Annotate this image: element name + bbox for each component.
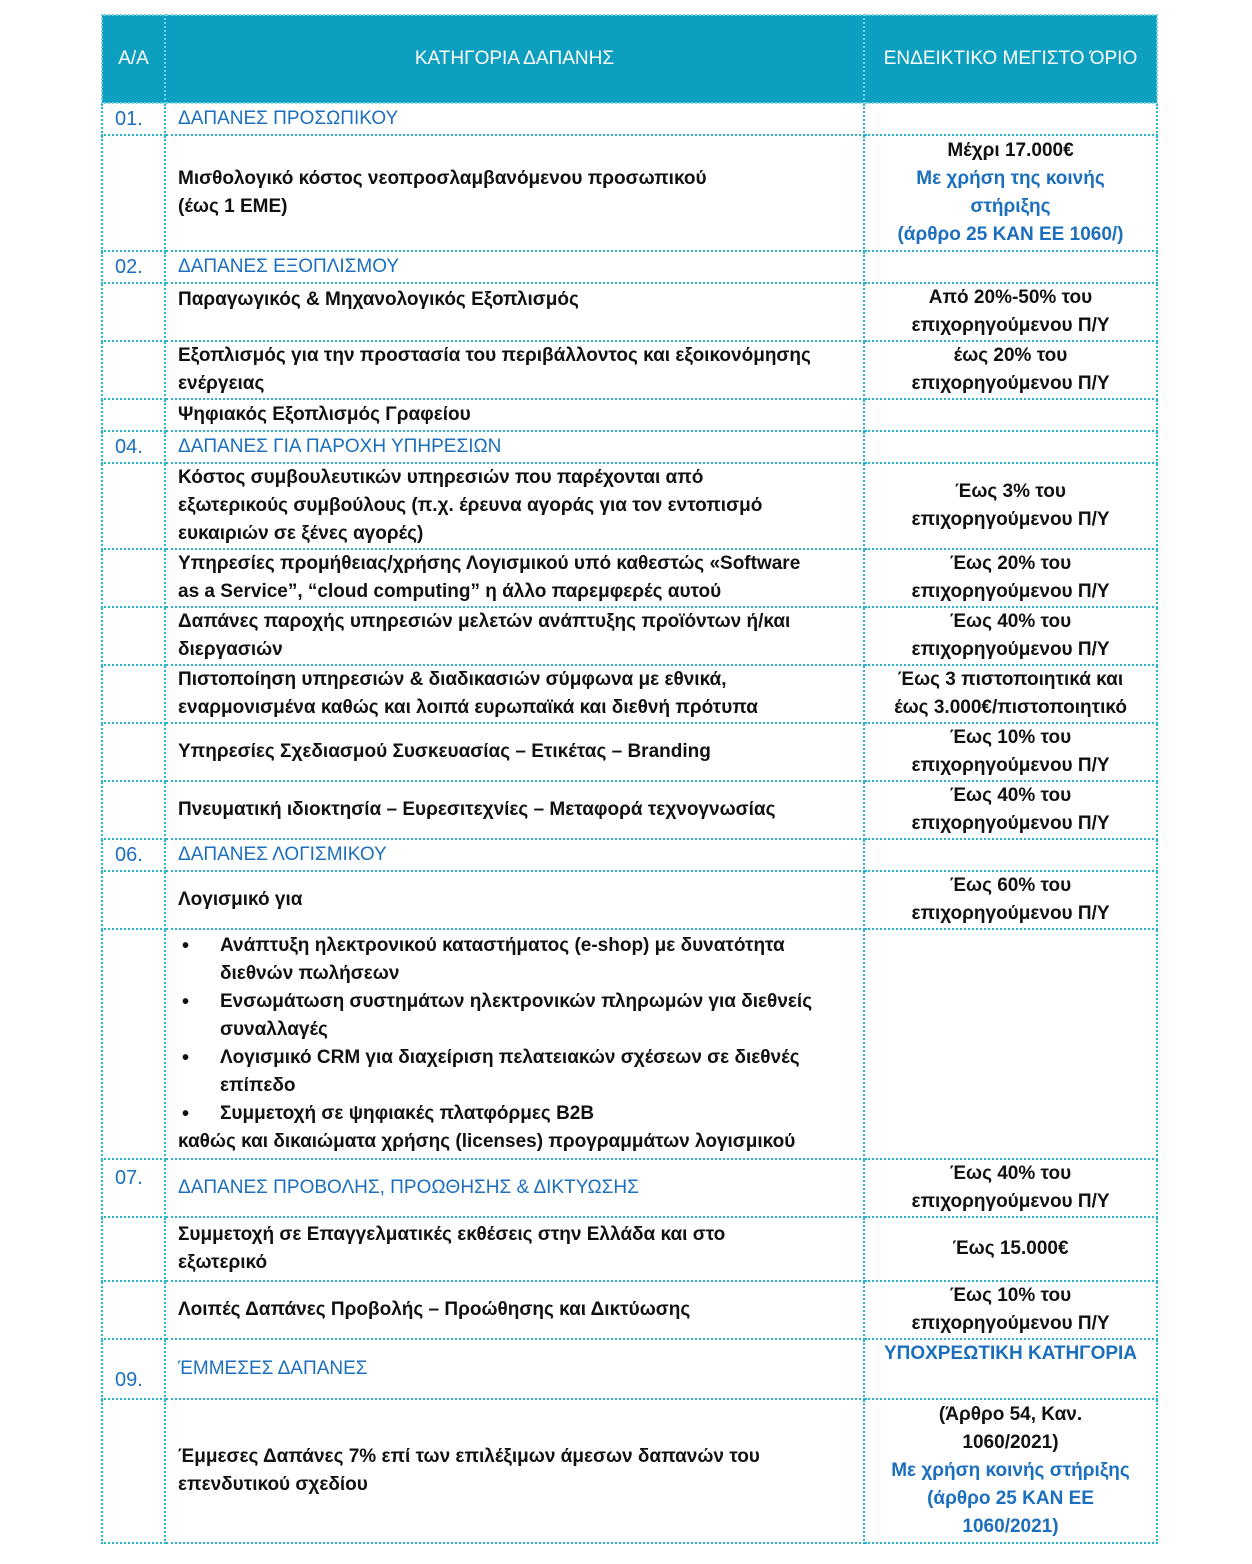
- limit-line: επιχορηγούμενου Π/Υ: [911, 813, 1110, 834]
- expense-table-container: [101, 14, 1156, 1544]
- limit-line: στήριξης: [970, 196, 1051, 217]
- limit-line: επιχορηγούμενου Π/Υ: [911, 755, 1110, 776]
- category-line: διεργασιών: [178, 639, 283, 660]
- limit-line: (άρθρο 25 ΚΑΝ ΕΕ 1060/): [897, 224, 1124, 245]
- table-header-row: [102, 15, 1157, 103]
- section-limit: [864, 103, 1157, 135]
- category-line: Μισθολογικό κόστος νεοπροσλαμβανόμενου προσωπικού: [178, 168, 707, 189]
- section-row-indirect: [102, 1339, 1157, 1399]
- limit-line: επιχορηγούμενου Π/Υ: [911, 903, 1110, 924]
- row-category: Πνευματική ιδιοκτησία – Ευρεσιτεχνίες – Μεταφορά τεχνογνωσίας: [165, 781, 864, 839]
- section-row-personnel: [102, 103, 1157, 135]
- row-limit: Έως 15.000€: [864, 1217, 1157, 1281]
- category-line: Υπηρεσίες προμήθειας/χρήσης Λογισμικού υπό καθεστώς «Software: [178, 553, 801, 574]
- row-limit: [864, 399, 1157, 431]
- limit-line: επιχορηγούμενου Π/Υ: [911, 509, 1110, 530]
- table-row: [102, 665, 1157, 723]
- limit-line: επιχορηγούμενου Π/Υ: [911, 373, 1110, 394]
- row-category: Λοιπές Δαπάνες Προβολής – Προώθησης και Δικτύωσης: [165, 1281, 864, 1339]
- bullet-line: • Ενσωμάτωση συστημάτων ηλεκτρονικών πληρωμών για διεθνείς: [220, 991, 813, 1012]
- limit-line: Μέχρι 17.000€: [947, 140, 1074, 161]
- limit-line: Με χρήση της κοινής: [916, 168, 1105, 189]
- section-number: 04.: [102, 431, 165, 463]
- row-limit: [864, 723, 1157, 781]
- table-row: [102, 781, 1157, 839]
- row-limit: [864, 607, 1157, 665]
- limit-line: επιχορηγούμενου Π/Υ: [911, 1191, 1110, 1212]
- limit-line: (άρθρο 25 ΚΑΝ ΕΕ: [927, 1488, 1094, 1509]
- limit-line: Έως 10% του: [949, 727, 1072, 748]
- section-row-equipment: [102, 251, 1157, 283]
- row-number: [102, 399, 165, 431]
- limit-line: Έως 40% του: [949, 611, 1072, 632]
- row-category: Ψηφιακός Εξοπλισμός Γραφείου: [165, 399, 864, 431]
- table-row: [102, 871, 1157, 929]
- section-title: ΔΑΠΑΝΕΣ ΠΡΟΒΟΛΗΣ, ΠΡΟΩΘΗΣΗΣ & ΔΙΚΤΥΩΣΗΣ: [165, 1159, 864, 1217]
- section-row-software: [102, 839, 1157, 871]
- limit-line: έως 3.000€/πιστοποιητικό: [894, 697, 1127, 718]
- row-limit: [864, 135, 1157, 251]
- row-limit: [864, 1281, 1157, 1339]
- limit-line: επιχορηγούμενου Π/Υ: [911, 315, 1110, 336]
- table-row: [102, 549, 1157, 607]
- row-number: [102, 871, 165, 929]
- row-category: Παραγωγικός & Μηχανολογικός Εξοπλισμός: [165, 283, 864, 341]
- row-number: [102, 1399, 165, 1543]
- category-line: εξωτερικούς συμβούλους (π.χ. έρευνα αγοράς για τον εντοπισμό: [178, 495, 763, 516]
- list-item: [178, 1100, 855, 1128]
- row-category: [165, 463, 864, 549]
- row-category: [165, 929, 864, 1159]
- category-line: επενδυτικού σχεδίου: [178, 1474, 368, 1495]
- category-line: Κόστος συμβουλευτικών υπηρεσιών που παρέχονται από: [178, 467, 704, 488]
- section-title: ΈΜΜΕΣΕΣ ΔΑΠΑΝΕΣ: [165, 1339, 864, 1399]
- category-line: (έως 1 ΕΜΕ): [178, 196, 288, 217]
- table-row: [102, 463, 1157, 549]
- row-limit: [864, 781, 1157, 839]
- row-number: [102, 781, 165, 839]
- table-row: [102, 1217, 1157, 1281]
- section-row-services: [102, 431, 1157, 463]
- row-number: [102, 665, 165, 723]
- header-limit: ΕΝΔΕΙΚΤΙΚΟ ΜΕΓΙΣΤΟ ΌΡΙΟ: [864, 15, 1157, 103]
- table-row: [102, 341, 1157, 399]
- section-number: 07.: [102, 1159, 165, 1217]
- section-number: 01.: [102, 103, 165, 135]
- row-limit: [864, 549, 1157, 607]
- list-item: [178, 988, 855, 1044]
- row-category: Υπηρεσίες Σχεδιασμού Συσκευασίας – Ετικέτας – Branding: [165, 723, 864, 781]
- row-number: [102, 1281, 165, 1339]
- section-title: ΔΑΠΑΝΕΣ ΓΙΑ ΠΑΡΟΧΗ ΥΠΗΡΕΣΙΩΝ: [165, 431, 864, 463]
- row-number: [102, 1217, 165, 1281]
- row-number: [102, 549, 165, 607]
- section-limit: [864, 1159, 1157, 1217]
- bullet-line: • Συμμετοχή σε ψηφιακές πλατφόρμες B2B: [220, 1103, 595, 1124]
- limit-line: Από 20%-50% του: [928, 287, 1093, 308]
- category-line: as a Service”, “cloud computing” η άλλο παρεμφερές αυτού: [178, 581, 722, 602]
- bullet-line: διεθνών πωλήσεων: [220, 963, 400, 984]
- table-row: [102, 399, 1157, 431]
- row-category: [165, 1399, 864, 1543]
- row-category: [165, 607, 864, 665]
- category-line: Συμμετοχή σε Επαγγελματικές εκθέσεις στην Ελλάδα και στο: [178, 1224, 726, 1245]
- bullet-line: επίπεδο: [220, 1075, 296, 1096]
- list-item: [178, 1044, 855, 1100]
- bullet-line: • Λογισμικό CRM για διαχείριση πελατειακών σχέσεων σε διεθνές: [220, 1047, 800, 1068]
- row-number: [102, 929, 165, 1159]
- category-line: καθώς και δικαιώματα χρήσης (licenses) προγραμμάτων λογισμικού: [178, 1131, 796, 1152]
- header-index: Α/Α: [102, 15, 165, 103]
- category-line: εναρμονισμένα καθώς και λοιπά ευρωπαϊκά και διεθνή πρότυπα: [178, 697, 758, 718]
- row-number: [102, 723, 165, 781]
- limit-line: επιχορηγούμενου Π/Υ: [911, 639, 1110, 660]
- table-row: [102, 723, 1157, 781]
- row-limit: [864, 283, 1157, 341]
- limit-line: έως 20% του: [953, 345, 1068, 366]
- bullet-line: συναλλαγές: [220, 1019, 328, 1040]
- row-category: [165, 665, 864, 723]
- table-row: [102, 135, 1157, 251]
- limit-line: Έως 40% του: [949, 1163, 1072, 1184]
- section-number: 06.: [102, 839, 165, 871]
- list-item: [178, 932, 855, 988]
- section-title: ΔΑΠΑΝΕΣ ΕΞΟΠΛΙΣΜΟΥ: [165, 251, 864, 283]
- limit-line: Έως 60% του: [949, 875, 1072, 896]
- software-bullet-list: [178, 932, 855, 1128]
- section-title: ΔΑΠΑΝΕΣ ΛΟΓΙΣΜΙΚΟΥ: [165, 839, 864, 871]
- limit-line: 1060/2021): [962, 1432, 1059, 1453]
- row-limit: [864, 1399, 1157, 1543]
- header-category: ΚΑΤΗΓΟΡΙΑ ΔΑΠΑΝΗΣ: [165, 15, 864, 103]
- section-title: ΔΑΠΑΝΕΣ ΠΡΟΣΩΠΙΚΟΥ: [165, 103, 864, 135]
- row-limit: [864, 463, 1157, 549]
- bullet-line: • Ανάπτυξη ηλεκτρονικού καταστήματος (e-shop) με δυνατότητα: [220, 935, 785, 956]
- row-number: [102, 135, 165, 251]
- row-category: [165, 135, 864, 251]
- row-category: [165, 549, 864, 607]
- section-row-promotion: [102, 1159, 1157, 1217]
- table-row: [102, 607, 1157, 665]
- category-line: Δαπάνες παροχής υπηρεσιών μελετών ανάπτυξης προϊόντων ή/και: [178, 611, 791, 632]
- limit-line: επιχορηγούμενου Π/Υ: [911, 1313, 1110, 1334]
- limit-line: επιχορηγούμενου Π/Υ: [911, 581, 1110, 602]
- category-line: Εξοπλισμός για την προστασία του περιβάλλοντος και εξοικονόμησης: [178, 345, 811, 366]
- table-row: [102, 929, 1157, 1159]
- row-category: Λογισμικό για: [165, 871, 864, 929]
- row-limit: [864, 341, 1157, 399]
- table-row: [102, 1399, 1157, 1543]
- section-limit: ΥΠΟΧΡΕΩΤΙΚΗ ΚΑΤΗΓΟΡΙΑ: [864, 1339, 1157, 1399]
- row-number: [102, 463, 165, 549]
- table-row: [102, 283, 1157, 341]
- limit-line: Έως 40% του: [949, 785, 1072, 806]
- limit-line: Έως 10% του: [949, 1285, 1072, 1306]
- table-row: [102, 1281, 1157, 1339]
- expense-table: [101, 14, 1158, 1544]
- section-limit: [864, 839, 1157, 871]
- row-category: [165, 1217, 864, 1281]
- limit-line: Έως 3 πιστοποιητικά και: [897, 669, 1124, 690]
- limit-line: Έως 3% του: [955, 481, 1066, 502]
- row-number: [102, 607, 165, 665]
- row-limit: [864, 929, 1157, 1159]
- section-limit: [864, 431, 1157, 463]
- limit-line: Έως 20% του: [949, 553, 1072, 574]
- limit-line: 1060/2021): [962, 1516, 1059, 1537]
- limit-line: (Άρθρο 54, Καν.: [938, 1404, 1083, 1425]
- category-line: Έμμεσες Δαπάνες 7% επί των επιλέξιμων άμεσων δαπανών του: [178, 1446, 760, 1467]
- limit-line: Με χρήση κοινής στήριξης: [891, 1460, 1130, 1481]
- row-number: [102, 341, 165, 399]
- section-number: 09.: [102, 1339, 165, 1399]
- section-limit: [864, 251, 1157, 283]
- section-number: 02.: [102, 251, 165, 283]
- category-line: εξωτερικό: [178, 1252, 268, 1273]
- category-line: ευκαιριών σε ξένες αγορές): [178, 523, 424, 544]
- category-line: ενέργειας: [178, 373, 265, 394]
- row-number: [102, 283, 165, 341]
- category-line: Πιστοποίηση υπηρεσιών & διαδικασιών σύμφωνα με εθνικά,: [178, 669, 727, 690]
- row-limit: [864, 665, 1157, 723]
- row-limit: [864, 871, 1157, 929]
- row-category: [165, 341, 864, 399]
